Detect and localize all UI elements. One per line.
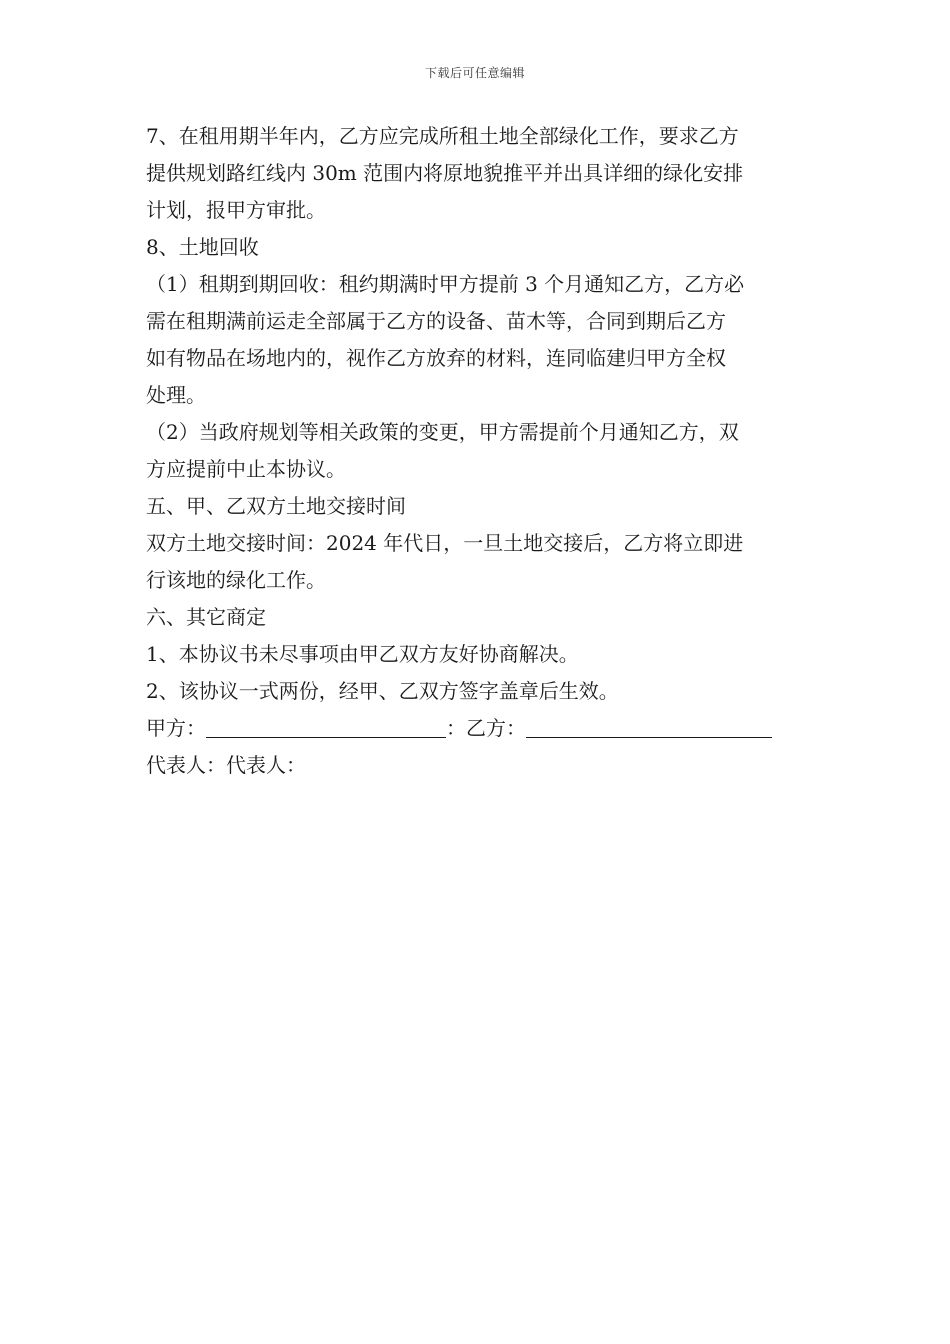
section-5-title	[146, 488, 810, 525]
clause-7-line-3: 计划，报甲方审批。	[146, 198, 326, 222]
party-b-signature-blank[interactable]	[526, 717, 772, 738]
clause-8-1-line-4: 处理。	[146, 383, 206, 407]
header-note: 下载后可任意编辑	[424, 66, 525, 80]
section-6-title	[146, 599, 810, 636]
clause-7-line-1: 7、在租用期半年内，乙方应完成所租土地全部绿化工作，要求乙方	[146, 124, 739, 148]
party-a-signature-blank[interactable]	[206, 717, 446, 738]
clause-7-line-2: 提供规划路红线内 30m 范围内将原地貌推平并出具详细的绿化安排	[146, 161, 744, 185]
signature-separator: ：	[446, 716, 466, 740]
clause-8-2-line-1: （2）当政府规划等相关政策的变更，甲方需提前个月通知乙方，双	[146, 420, 739, 444]
section-5-title-text: 五、甲、乙双方土地交接时间	[146, 494, 406, 518]
party-a-label: 甲方：	[146, 716, 206, 740]
signature-line-content	[146, 710, 810, 747]
clause-8-1-line-2: 需在租期满前运走全部属于乙方的设备、苗木等，合同到期后乙方	[146, 309, 726, 333]
clause-7	[146, 118, 810, 229]
section-5-body-line-1: 双方土地交接时间：2024 年代日，一旦土地交接后，乙方将立即进	[146, 531, 744, 555]
clause-8-title-text: 8、土地回收	[146, 235, 259, 259]
section-5-body-line-2: 行该地的绿化工作。	[146, 568, 326, 592]
section-6-item-1	[146, 636, 810, 673]
clause-8-2-line-2: 方应提前中止本协议。	[146, 457, 346, 481]
signature-line	[146, 710, 810, 747]
clause-8-1-line-3: 如有物品在场地内的，视作乙方放弃的材料，连同临建归甲方全权	[146, 346, 726, 370]
section-6-item-2	[146, 673, 810, 710]
document-body	[146, 118, 810, 784]
section-5-body	[146, 525, 810, 599]
section-6-title-text: 六、其它商定	[146, 605, 266, 629]
clause-8-title	[146, 229, 810, 266]
clause-8-1	[146, 266, 810, 414]
representatives-line	[146, 747, 810, 784]
clause-8-1-line-1: （1）租期到期回收：租约期满时甲方提前 3 个月通知乙方，乙方必	[146, 272, 745, 296]
clause-8-2	[146, 414, 810, 488]
section-6-item-1-text: 1、本协议书未尽事项由甲乙双方友好协商解决。	[146, 642, 579, 666]
section-6-item-2-text: 2、该协议一式两份，经甲、乙双方签字盖章后生效。	[146, 679, 619, 703]
representatives-text: 代表人：代表人：	[146, 753, 306, 777]
party-b-label: 乙方：	[466, 716, 526, 740]
